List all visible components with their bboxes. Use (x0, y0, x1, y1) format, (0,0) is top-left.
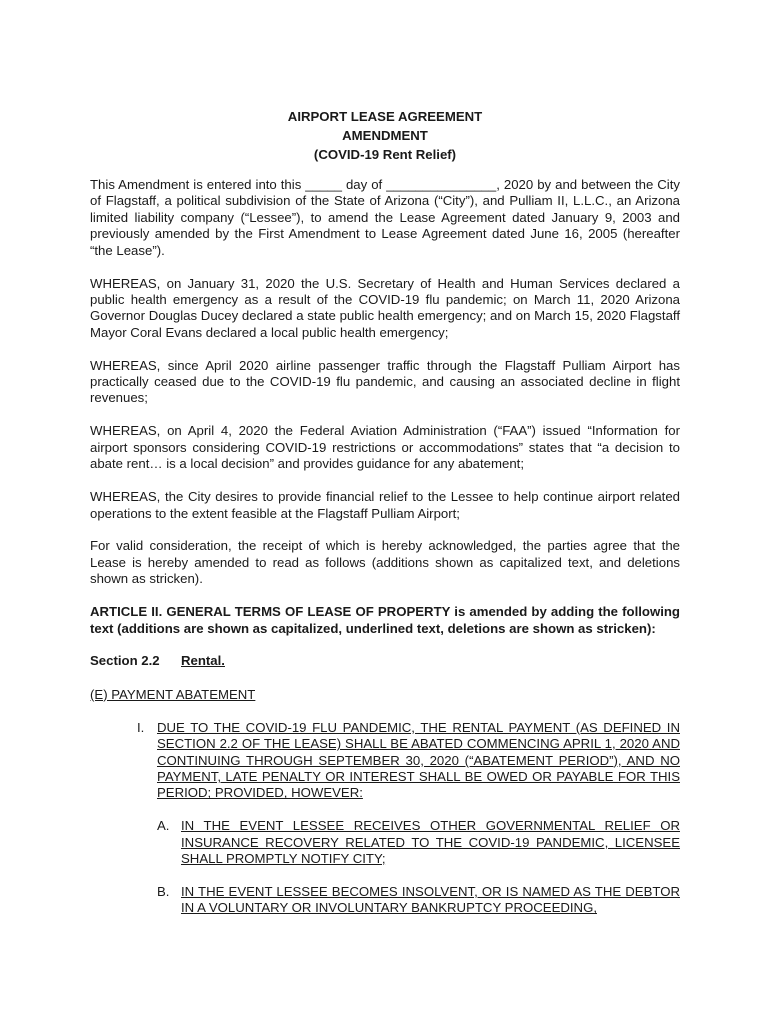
section-number: Section 2.2 (90, 653, 160, 669)
whereas-paragraph-3: WHEREAS, on April 4, 2020 the Federal Aviation Administration (“FAA”) issued “Information for airport sponsors considering COVID-19 restrictions or accommodations” states that “a decision to abate rent… is a local decision” and provides guidance for any abatement; (90, 423, 680, 472)
section-name: Rental. (181, 653, 225, 669)
title-line-3: (COVID-19 Rent Relief) (313, 147, 457, 162)
title-line-2: AMENDMENT (342, 128, 428, 143)
document-title (90, 107, 680, 164)
list-item-b-text: IN THE EVENT LESSEE BECOMES INSOLVENT, OR IS NAMED AS THE DEBTOR IN A VOLUNTARY OR INVOLUNTARY BANKRUPTCY PROCEEDING, (181, 884, 680, 916)
intro-paragraph: This Amendment is entered into this _____ day of _______________, 2020 by and between the City of Flagstaff, a political subdivision of the State of Arizona (“City”), and Pulliam II, L.L.C., an Arizona limited liability company (“Lessee”), to amend the Lease Agreement dated January 9, 2003 and previously amended by the First Amendment to Lease Agreement dated June 16, 2005 (hereafter “the Lease”). (90, 177, 680, 258)
whereas-paragraph-1: WHEREAS, on January 31, 2020 the U.S. Secretary of Health and Human Services declared a public health emergency as a result of the COVID-19 flu pandemic; on March 11, 2020 Arizona Governor Douglas Ducey declared a state public health emergency; and on March 15, 2020 Flagstaff Mayor Coral Evans declared a local public health emergency; (90, 275, 680, 340)
list-item-i (137, 719, 680, 802)
list-item-i-text: DUE TO THE COVID-19 FLU PANDEMIC, THE RENTAL PAYMENT (AS DEFINED IN SECTION 2.2 OF THE LEASE) SHALL BE ABATED COMMENCING APRIL 1, 2020 AND CONTINUING THROUGH SEPTEMBER 30, 2020 (“ABATEMENT PERIOD”), AND NO PAYMENT, LATE PENALTY OR INTEREST SHALL BE OWED OR PAYABLE FOR THIS PERIOD; PROVIDED, HOWEVER: (157, 719, 680, 801)
whereas-paragraph-2: WHEREAS, since April 2020 airline passenger traffic through the Flagstaff Pulliam Airport has practically ceased due to the COVID-19 flu pandemic, and causing an associated decline in flight revenues; (90, 357, 680, 406)
document-body (90, 107, 680, 933)
section-heading (90, 653, 680, 669)
subsection-heading: (E) PAYMENT ABATEMENT (90, 686, 256, 702)
list-item-b (157, 884, 680, 917)
consideration-paragraph: For valid consideration, the receipt of which is hereby acknowledged, the parties agree that the Lease is hereby amended to read as follows (additions shown as capitalized text, and deletions shown as stricken). (90, 538, 680, 587)
list-item-a (157, 818, 680, 867)
list-item-a-text: IN THE EVENT LESSEE RECEIVES OTHER GOVERNMENTAL RELIEF OR INSURANCE RECOVERY RELATED TO THE COVID-19 PANDEMIC, LICENSEE SHALL PROMPTLY NOTIFY CITY; (181, 818, 680, 867)
whereas-paragraph-4: WHEREAS, the City desires to provide financial relief to the Lessee to help continue airport related operations to the extent feasible at the Flagstaff Pulliam Airport; (90, 489, 680, 521)
list-marker-i: I. (137, 719, 145, 735)
list-marker-a: A. (157, 818, 170, 834)
list-marker-b: B. (157, 884, 170, 899)
title-line-1: AIRPORT LEASE AGREEMENT (287, 109, 483, 124)
article-heading: ARTICLE II. GENERAL TERMS OF LEASE OF PROPERTY is amended by adding the following text (additions are shown as capitalized, underlined text, deletions are shown as stricken): (90, 604, 680, 636)
